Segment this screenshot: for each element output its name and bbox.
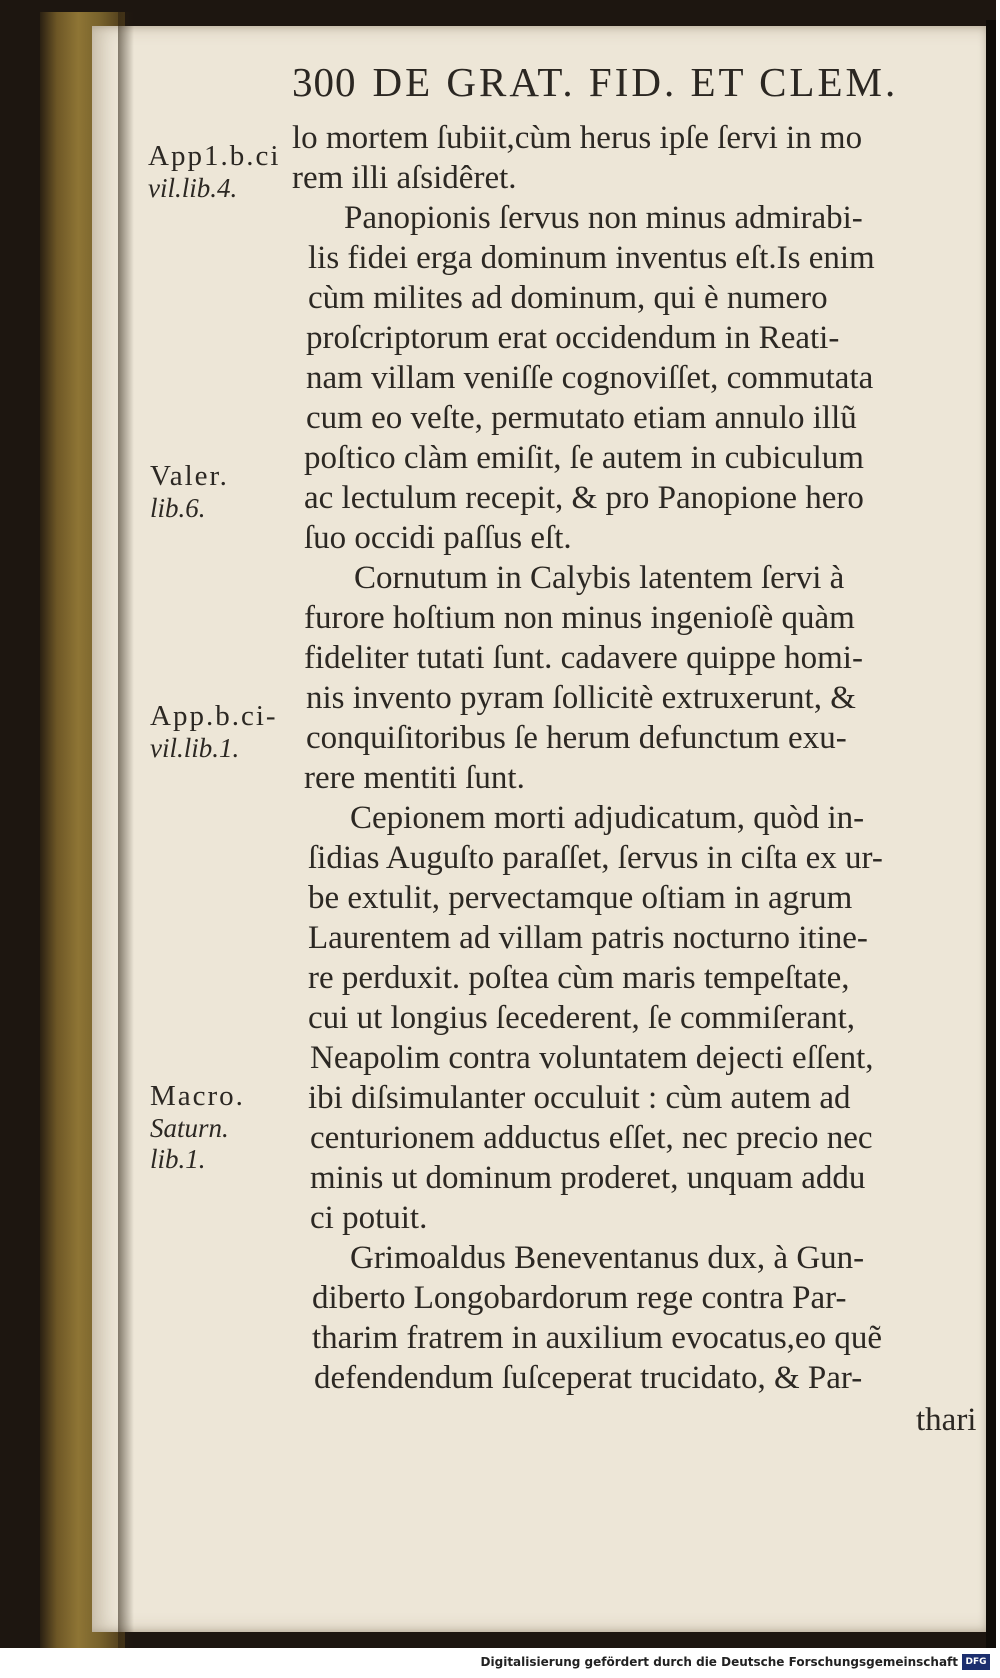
text-line: Neapolim contra voluntatem dejecti eſſent, <box>310 1040 874 1076</box>
text-line: poſtico clàm emiſit, ſe autem in cubiculum <box>304 440 864 476</box>
margin-note <box>150 460 229 524</box>
text-line: rem illi aſsidêret. <box>292 160 517 196</box>
text-line: re perduxit. poſtea cùm maris tempeſtate, <box>308 960 850 996</box>
text-line: rere mentiti ſunt. <box>304 760 525 796</box>
margin-note-line: Macro. <box>150 1080 245 1112</box>
margin-note-line: App1.b.ci <box>148 140 281 172</box>
text-line: cum eo veſte, permutato etiam annulo illũ <box>306 400 857 436</box>
gutter-shadow <box>118 12 134 1648</box>
text-line: defendendum ſuſceperat trucidato, & Par- <box>314 1360 863 1396</box>
margin-note-line: Saturn. <box>150 1113 229 1143</box>
margin-note-line: vil.lib.4. <box>148 173 238 203</box>
text-line: Cepionem morti adjudicatum, quòd in- <box>350 800 865 836</box>
text-line: ibi diſsimulanter occuluit : cùm autem ad <box>308 1080 851 1116</box>
text-line: Panopionis ſervus non minus admirabi- <box>344 200 863 236</box>
dfg-logo: DFG <box>962 1654 990 1670</box>
text-line: centurionem adductus eſſet, nec precio nec <box>310 1120 873 1156</box>
text-line: ac lectulum recepit, & pro Panopione hero <box>304 480 864 516</box>
catchword: thari <box>916 1402 977 1438</box>
running-head <box>292 58 898 106</box>
text-line: diberto Longobardorum rege contra Par- <box>312 1280 847 1316</box>
text-line: cui ut longius ſecederent, ſe commiſerant, <box>308 1000 856 1036</box>
text-line: nis invento pyram ſollicitè extruxerunt, & <box>306 680 856 716</box>
text-line: Grimoaldus Beneventanus dux, à Gun- <box>350 1240 865 1276</box>
running-title: DE GRAT. FID. ET CLEM. <box>372 59 899 105</box>
page-number: 300 <box>292 59 357 105</box>
margin-note <box>150 700 278 764</box>
text-line: Laurentem ad villam patris nocturno itine- <box>308 920 868 956</box>
text-line: fideliter tutati ſunt. cadavere quippe homi- <box>304 640 863 676</box>
text-line: minis ut dominum proderet, unquam addu <box>310 1160 866 1196</box>
text-line: lo mortem ſubiit,cùm herus ipſe ſervi in mo <box>292 120 863 156</box>
text-line: ſuo occidi paſſus eſt. <box>304 520 572 556</box>
margin-note-line: App.b.ci- <box>150 700 278 732</box>
text-line: proſcriptorum erat occidendum in Reati- <box>306 320 840 356</box>
text-line: be extulit, pervectamque oſtiam in agrum <box>308 880 853 916</box>
text-line: tharim fratrem in auxilium evocatus,eo quẽ <box>312 1320 882 1356</box>
margin-note <box>148 140 280 204</box>
page-edge <box>986 20 996 1648</box>
margin-note-line: lib.1. <box>150 1144 206 1174</box>
text-line: ci potuit. <box>310 1200 428 1236</box>
funding-credit: Digitalisierung gefördert durch die Deutsche Forschungsgemeinschaft <box>480 1655 958 1669</box>
margin-note-line: Valer. <box>150 460 229 492</box>
text-line: cùm milites ad dominum, qui è numero <box>308 280 828 316</box>
text-line: furore hoſtium non minus ingenioſè quàm <box>304 600 855 636</box>
margin-note <box>150 1080 245 1175</box>
margin-note-line: vil.lib.1. <box>150 733 240 763</box>
footer-bar <box>0 1648 1000 1678</box>
text-line: Cornutum in Calybis latentem ſervi à <box>354 560 845 596</box>
text-line: nam villam veniſſe cognoviſſet, commutata <box>306 360 874 396</box>
text-line: ſidias Auguſto paraſſet, ſervus in ciſta ex ur- <box>308 840 883 876</box>
text-line: lis fidei erga dominum inventus eſt.Is enim <box>308 240 875 276</box>
text-line: conquiſitoribus ſe herum defunctum exu- <box>306 720 847 756</box>
margin-note-line: lib.6. <box>150 493 206 523</box>
